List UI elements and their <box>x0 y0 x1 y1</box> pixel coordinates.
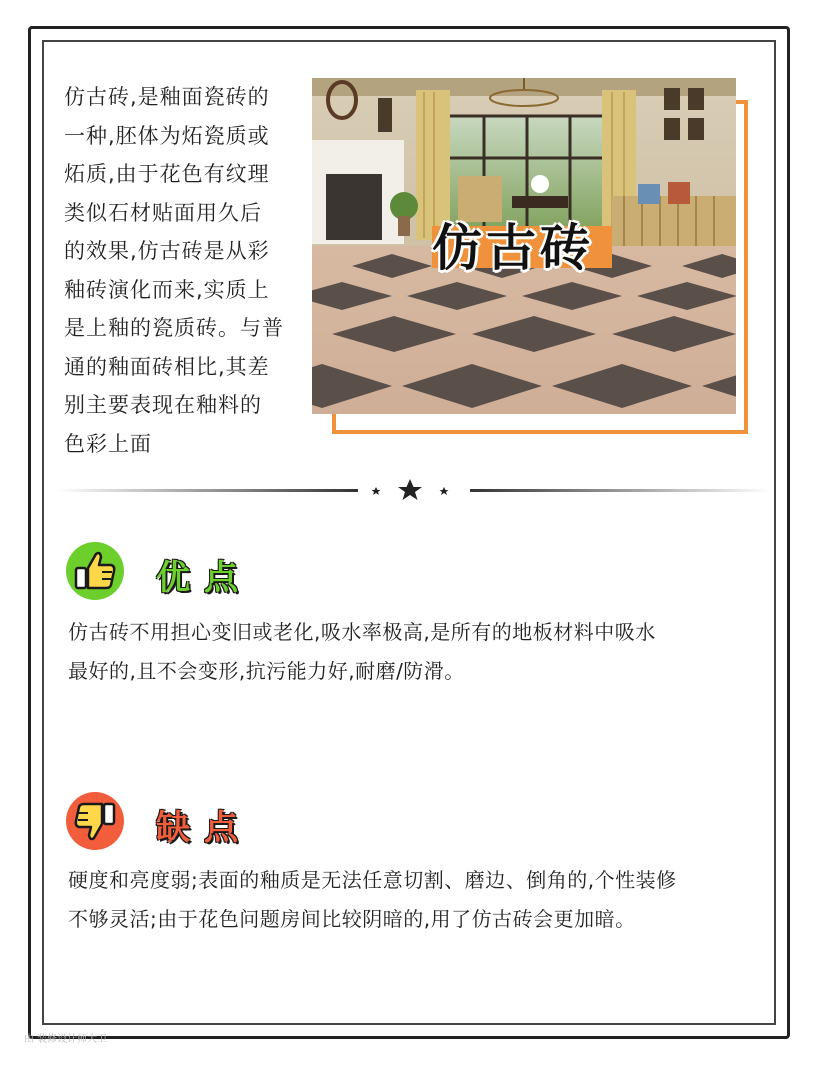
intro-line: 的效果,仿古砖是从彩 <box>64 239 270 263</box>
pros-heading: 优点 <box>156 558 252 598</box>
photo-title: 仿古砖 <box>432 219 594 277</box>
watermark: 由 装修设计师大卫 <box>24 1034 108 1045</box>
intro-line: 一种,胚体为炻瓷质或 <box>64 123 270 148</box>
intro-line: 别主要表现在釉料的 <box>64 393 262 417</box>
pros-badge <box>64 540 126 602</box>
star-divider <box>58 478 770 502</box>
intro-line: 类似石材贴面用久后 <box>64 200 262 225</box>
intro-line: 是上釉的瓷质砖。与普 <box>64 316 284 340</box>
pros-line: 仿古砖不用担心变旧或老化,吸水率极高,是所有的地板材料中吸水 <box>68 620 656 644</box>
intro-line: 色彩上面 <box>64 431 152 456</box>
pros-line: 最好的,且不会变形,抗污能力好,耐磨/防滑。 <box>68 659 465 683</box>
cons-line: 硬度和亮度弱;表面的釉质是无法任意切割、磨边、倒角的,个性装修 <box>68 868 677 892</box>
pros-paragraph <box>68 613 768 691</box>
tile-photo-block <box>312 78 752 438</box>
thumbs-down-icon <box>64 790 126 852</box>
intro-line: 仿古砖,是釉面瓷砖的 <box>64 85 270 109</box>
intro-line: 釉砖演化而来,实质上 <box>64 277 270 302</box>
cons-line: 不够灵活;由于花色问题房间比较阴暗的,用了仿古砖会更加暗。 <box>68 907 636 931</box>
cons-heading: 缺点 <box>156 808 252 848</box>
cons-badge <box>64 790 126 852</box>
intro-paragraph <box>64 78 296 463</box>
cons-paragraph <box>68 861 768 939</box>
intro-line: 炻质,由于花色有纹理 <box>64 162 270 186</box>
intro-line: 通的釉面砖相比,其差 <box>64 354 270 379</box>
thumbs-up-icon <box>64 540 126 602</box>
